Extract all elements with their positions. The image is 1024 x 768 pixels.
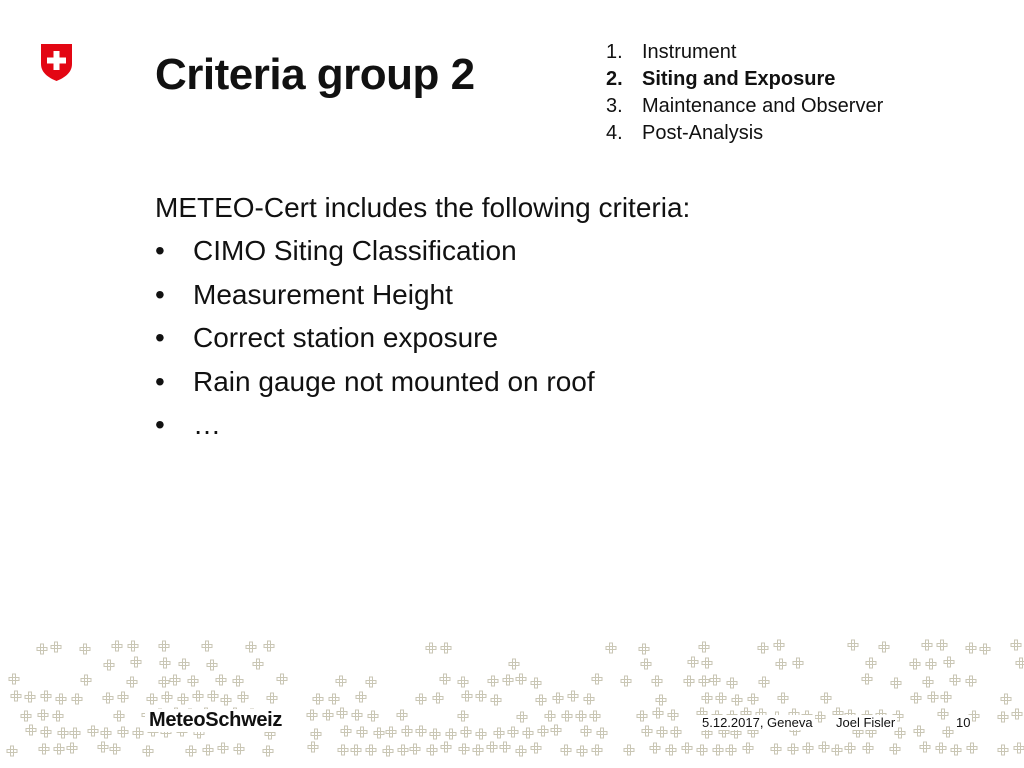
- cross-glyph: [891, 678, 901, 688]
- cross-glyph: [713, 745, 723, 755]
- cross-glyph: [848, 640, 858, 650]
- cross-glyph: [264, 641, 274, 651]
- cross-glyph: [81, 675, 91, 685]
- cross-glyph: [776, 659, 786, 669]
- cross-glyph: [531, 678, 541, 688]
- cross-glyph: [131, 657, 141, 667]
- cross-glyph: [652, 676, 662, 686]
- cross-glyph: [356, 692, 366, 702]
- cross-glyph: [778, 693, 788, 703]
- cross-glyph: [459, 744, 469, 754]
- cross-glyph: [758, 643, 768, 653]
- cross-glyph: [716, 693, 726, 703]
- cross-glyph: [114, 711, 124, 721]
- cross-glyph: [234, 744, 244, 754]
- cross-glyph: [759, 677, 769, 687]
- cross-glyph: [926, 659, 936, 669]
- cross-glyph: [430, 729, 440, 739]
- cross-glyph: [216, 675, 226, 685]
- cross-glyph: [863, 743, 873, 753]
- cross-glyph: [774, 640, 784, 650]
- cross-glyph: [914, 726, 924, 736]
- cross-glyph: [143, 746, 153, 756]
- cross-glyph: [819, 742, 829, 752]
- cross-glyph: [503, 675, 513, 685]
- cross-glyph: [1016, 658, 1024, 668]
- cross-glyph: [397, 710, 407, 720]
- criteria-item: [155, 407, 690, 451]
- criteria-item: [155, 233, 690, 277]
- cross-glyph: [263, 746, 273, 756]
- criteria-text: CIMO Siting Classification: [193, 235, 517, 266]
- cross-glyph: [103, 693, 113, 703]
- cross-glyph: [815, 712, 825, 722]
- criteria-text: …: [193, 409, 221, 440]
- bullet-icon: •: [155, 278, 165, 310]
- agenda-item-number: 2.: [606, 68, 623, 90]
- criteria-item: [155, 364, 690, 408]
- cross-glyph: [516, 746, 526, 756]
- bullet-icon: •: [155, 322, 165, 353]
- cross-glyph: [743, 743, 753, 753]
- cross-glyph: [352, 710, 362, 720]
- cross-glyph: [562, 711, 572, 721]
- agenda-item: [606, 39, 883, 66]
- cross-glyph: [951, 745, 961, 755]
- cross-glyph: [427, 745, 437, 755]
- cross-glyph: [653, 708, 663, 718]
- cross-glyph: [998, 712, 1008, 722]
- agenda-item-label: Instrument: [642, 41, 737, 63]
- cross-glyph: [41, 727, 51, 737]
- cross-glyph: [307, 710, 317, 720]
- cross-glyph: [517, 712, 527, 722]
- cross-glyph: [329, 694, 339, 704]
- cross-glyph: [458, 711, 468, 721]
- cross-glyph: [178, 694, 188, 704]
- cross-glyph: [966, 676, 976, 686]
- agenda-list: [606, 39, 883, 147]
- cross-glyph: [553, 693, 563, 703]
- cross-glyph: [967, 743, 977, 753]
- cross-glyph: [621, 676, 631, 686]
- cross-glyph: [699, 676, 709, 686]
- cross-glyph: [416, 726, 426, 736]
- cross-glyph: [1012, 709, 1022, 719]
- cross-glyph: [11, 691, 21, 701]
- cross-glyph: [1001, 694, 1011, 704]
- cross-glyph: [253, 659, 263, 669]
- cross-glyph: [590, 711, 600, 721]
- cross-glyph: [72, 694, 82, 704]
- cross-glyph: [308, 742, 318, 752]
- cross-glyph: [233, 676, 243, 686]
- cross-glyph: [657, 727, 667, 737]
- cross-glyph: [943, 727, 953, 737]
- agenda-item-number: 1.: [606, 41, 623, 63]
- cross-glyph: [684, 676, 694, 686]
- cross-glyph: [606, 643, 616, 653]
- cross-glyph: [179, 659, 189, 669]
- criteria-list: [155, 233, 690, 451]
- cross-glyph: [832, 745, 842, 755]
- cross-glyph: [500, 742, 510, 752]
- cross-glyph: [56, 694, 66, 704]
- cross-glyph: [25, 692, 35, 702]
- cross-glyph: [1014, 743, 1024, 753]
- page-number: 10: [956, 715, 971, 730]
- cross-glyph: [576, 711, 586, 721]
- cross-glyph: [624, 745, 634, 755]
- cross-glyph: [221, 695, 231, 705]
- cross-glyph: [538, 726, 548, 736]
- cross-glyph: [38, 710, 48, 720]
- cross-glyph: [98, 742, 108, 752]
- cross-glyph: [440, 674, 450, 684]
- cross-glyph: [441, 643, 451, 653]
- cross-glyph: [313, 694, 323, 704]
- cross-glyph: [112, 641, 122, 651]
- cross-glyph: [41, 691, 51, 701]
- cross-glyph: [516, 674, 526, 684]
- cross-glyph: [920, 742, 930, 752]
- cross-glyph: [80, 644, 90, 654]
- cross-glyph: [341, 726, 351, 736]
- intro-text: METEO-Cert includes the following criteria:: [155, 192, 691, 223]
- cross-glyph: [366, 677, 376, 687]
- cross-glyph: [726, 745, 736, 755]
- cross-glyph: [545, 711, 555, 721]
- cross-glyph: [133, 728, 143, 738]
- cross-glyph: [936, 743, 946, 753]
- cross-glyph: [147, 694, 157, 704]
- cross-glyph: [494, 728, 504, 738]
- cross-glyph: [159, 677, 169, 687]
- criteria-text: Correct station exposure: [193, 322, 499, 353]
- cross-glyph: [748, 694, 758, 704]
- cross-glyph: [374, 728, 384, 738]
- agenda-item-label: Siting and Exposure: [642, 68, 836, 90]
- cross-glyph: [277, 674, 287, 684]
- swiss-cross-pattern: [0, 635, 1024, 768]
- cross-glyph: [410, 744, 420, 754]
- cross-glyph: [845, 743, 855, 753]
- cross-glyph: [923, 677, 933, 687]
- cross-glyph: [803, 743, 813, 753]
- cross-glyph: [159, 641, 169, 651]
- cross-glyph: [336, 676, 346, 686]
- cross-glyph: [7, 746, 17, 756]
- cross-glyph: [311, 729, 321, 739]
- cross-glyph: [577, 746, 587, 756]
- slide-body: [155, 190, 690, 451]
- meteoschweiz-logo-text: MeteoSchweiz: [145, 709, 286, 732]
- cross-glyph: [338, 745, 348, 755]
- cross-glyph: [656, 695, 666, 705]
- cross-glyph: [950, 675, 960, 685]
- cross-glyph: [523, 728, 533, 738]
- cross-glyph: [238, 692, 248, 702]
- cross-glyph: [488, 676, 498, 686]
- cross-glyph: [793, 658, 803, 668]
- cross-glyph: [581, 726, 591, 736]
- footer-author: Joel Fisler: [836, 715, 896, 730]
- cross-glyph: [531, 743, 541, 753]
- cross-glyph: [188, 676, 198, 686]
- cross-glyph: [193, 691, 203, 701]
- cross-glyph: [922, 640, 932, 650]
- cross-glyph: [101, 728, 111, 738]
- cross-glyph: [688, 657, 698, 667]
- criteria-item: [155, 277, 690, 321]
- cross-glyph: [218, 743, 228, 753]
- cross-glyph: [937, 640, 947, 650]
- cross-glyph: [383, 746, 393, 756]
- cross-glyph: [944, 657, 954, 667]
- cross-glyph: [879, 642, 889, 652]
- cross-glyph: [998, 745, 1008, 755]
- cross-glyph: [162, 692, 172, 702]
- cross-glyph: [128, 641, 138, 651]
- cross-glyph: [668, 710, 678, 720]
- cross-glyph: [890, 744, 900, 754]
- cross-glyph: [568, 691, 578, 701]
- agenda-item-label: Post-Analysis: [642, 122, 764, 144]
- cross-glyph: [9, 674, 19, 684]
- cross-glyph: [366, 745, 376, 755]
- agenda-item-number: 4.: [606, 122, 623, 144]
- agenda-item-active: [606, 66, 883, 93]
- cross-glyph: [509, 659, 519, 669]
- cross-glyph: [821, 693, 831, 703]
- cross-glyph: [592, 674, 602, 684]
- cross-glyph: [70, 728, 80, 738]
- cross-glyph: [37, 644, 47, 654]
- cross-glyph: [26, 725, 36, 735]
- criteria-text: Measurement Height: [193, 278, 453, 310]
- cross-glyph: [637, 711, 647, 721]
- cross-glyph: [966, 643, 976, 653]
- cross-glyph: [208, 691, 218, 701]
- cross-glyph: [980, 644, 990, 654]
- cross-glyph: [39, 744, 49, 754]
- cross-glyph: [788, 744, 798, 754]
- cross-glyph: [666, 745, 676, 755]
- agenda-item: [606, 93, 883, 120]
- cross-glyph: [702, 658, 712, 668]
- cross-glyph: [727, 678, 737, 688]
- agenda-item: [606, 120, 883, 147]
- criteria-item: [155, 320, 690, 364]
- cross-glyph: [58, 728, 68, 738]
- cross-glyph: [508, 727, 518, 737]
- cross-glyph: [473, 745, 483, 755]
- cross-glyph: [386, 727, 396, 737]
- cross-glyph: [862, 674, 872, 684]
- cross-glyph: [67, 743, 77, 753]
- cross-glyph: [682, 743, 692, 753]
- cross-glyph: [561, 745, 571, 755]
- cross-glyph: [368, 711, 378, 721]
- cross-glyph: [458, 677, 468, 687]
- cross-glyph: [941, 692, 951, 702]
- cross-glyph: [104, 660, 114, 670]
- cross-glyph: [51, 642, 61, 652]
- cross-glyph: [639, 644, 649, 654]
- cross-glyph: [446, 729, 456, 739]
- cross-glyph: [699, 642, 709, 652]
- cross-glyph: [938, 709, 948, 719]
- cross-glyph: [910, 659, 920, 669]
- cross-glyph: [1011, 640, 1021, 650]
- cross-glyph: [928, 692, 938, 702]
- cross-glyph: [202, 641, 212, 651]
- cross-glyph: [170, 675, 180, 685]
- cross-glyph: [426, 643, 436, 653]
- cross-glyph: [53, 711, 63, 721]
- cross-glyph: [710, 675, 720, 685]
- cross-glyph: [433, 693, 443, 703]
- cross-glyph: [671, 727, 681, 737]
- cross-glyph: [462, 691, 472, 701]
- cross-glyph: [246, 642, 256, 652]
- cross-glyph: [402, 726, 412, 736]
- cross-glyph: [641, 659, 651, 669]
- cross-glyph: [491, 695, 501, 705]
- cross-glyph: [642, 726, 652, 736]
- agenda-item-number: 3.: [606, 95, 623, 117]
- cross-glyph: [584, 694, 594, 704]
- cross-glyph: [551, 725, 561, 735]
- cross-glyph: [771, 744, 781, 754]
- footer-date: 5.12.2017, Geneva: [702, 715, 813, 730]
- cross-glyph: [337, 708, 347, 718]
- cross-glyph: [88, 726, 98, 736]
- cross-glyph: [866, 658, 876, 668]
- cross-glyph: [416, 694, 426, 704]
- cross-glyph: [54, 744, 64, 754]
- cross-glyph: [118, 692, 128, 702]
- cross-glyph: [461, 727, 471, 737]
- cross-glyph: [597, 728, 607, 738]
- cross-glyph: [398, 745, 408, 755]
- cross-glyph: [476, 729, 486, 739]
- bullet-icon: •: [155, 365, 165, 397]
- cross-glyph: [110, 744, 120, 754]
- cross-glyph: [118, 727, 128, 737]
- cross-glyph: [650, 743, 660, 753]
- cross-glyph: [160, 658, 170, 668]
- cross-glyph: [127, 677, 137, 687]
- cross-glyph: [441, 742, 451, 752]
- cross-glyph: [267, 693, 277, 703]
- cross-glyph: [323, 710, 333, 720]
- cross-glyph: [732, 695, 742, 705]
- bullet-icon: •: [155, 235, 165, 266]
- bullet-icon: •: [155, 409, 165, 440]
- cross-glyph: [911, 693, 921, 703]
- cross-glyph: [186, 746, 196, 756]
- page-title: Criteria group 2: [155, 50, 475, 99]
- cross-glyph: [21, 711, 31, 721]
- cross-glyph: [476, 691, 486, 701]
- swiss-cross-shield-icon: [41, 44, 72, 81]
- agenda-item-label: Maintenance and Observer: [642, 95, 884, 117]
- cross-glyph: [207, 660, 217, 670]
- criteria-text: Rain gauge not mounted on roof: [193, 365, 595, 397]
- cross-glyph: [697, 745, 707, 755]
- cross-glyph: [357, 727, 367, 737]
- cross-glyph: [592, 745, 602, 755]
- cross-glyph: [351, 745, 361, 755]
- cross-glyph: [702, 693, 712, 703]
- cross-glyph: [487, 742, 497, 752]
- cross-glyph: [536, 695, 546, 705]
- cross-glyph: [203, 745, 213, 755]
